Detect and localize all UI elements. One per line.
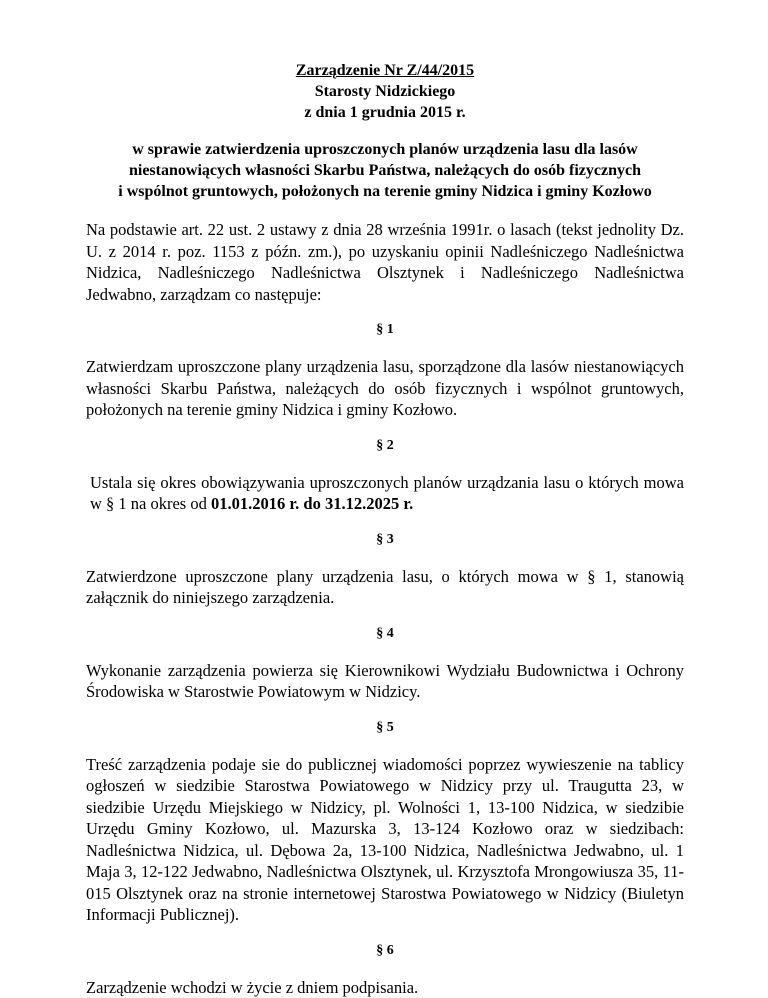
intro-paragraph: Na podstawie art. 22 ust. 2 ustawy z dnia 28 września 1991r. o lasach (tekst jednolity Dz. U. z 2014 r. poz. 1153 z późn. zm.), po uzyskaniu opinii Nadleśniczego Nadleśnictwa Nidzica, Nadleśniczego Nadleśnictwa Olsztynek i Nadleśniczego Nadleśnictwa Jedwabno, zarządzam co następuje:	[86, 219, 684, 305]
section-4-sign: § 4	[86, 625, 684, 643]
subject-line-1: w sprawie zatwierdzenia uproszczonych planów urządzenia lasu dla lasów	[86, 139, 684, 160]
document-issuer: Starosty Nidzickiego	[86, 81, 684, 102]
section-5-sign: § 5	[86, 719, 684, 737]
section-2-text-regular: Ustala się okres obowiązywania uproszczonych planów urządzania lasu o których mowa w § 1 na okres od	[90, 473, 684, 514]
section-5-text: Treść zarządzenia podaje sie do publicznej wiadomości poprzez wywieszenie na tablicy ogłoszeń w siedzibie Starostwa Powiatowego w Nidzicy przy ul. Traugutta 23, w siedzibie Urzędu Miejskiego w Nidzicy, pl. Wolności 1, 13-100 Nidzica, w siedzibie Urzędu Gminy Kozłowo, ul. Mazurska 3, 13-124 Kozłowo oraz w siedzibach: Nadleśnictwa Nidzica, ul. Dębowa 2a, 13-100 Nidzica, Nadleśnictwa Jedwabno, ul. 1 Maja 3, 12-122 Jedwabno, Nadleśnictwa Olsztynek, ul. Krzysztofa Mrongowiusza 35, 11-015 Olsztynek oraz na stronie internetowej Starostwa Powiatowego w Nidzicy (Biuletyn Informacji Publicznej).	[86, 754, 684, 926]
section-1-sign: § 1	[86, 321, 684, 339]
document-header	[86, 60, 684, 123]
section-6-sign: § 6	[86, 942, 684, 960]
section-4-text: Wykonanie zarządzenia powierza się Kierownikowi Wydziału Budownictwa i Ochrony Środowiska w Starostwie Powiatowym w Nidzicy.	[86, 660, 684, 703]
document-page	[86, 60, 684, 998]
document-date: z dnia 1 grudnia 2015 r.	[86, 102, 684, 123]
subject-line-3: i wspólnot gruntowych, położonych na terenie gminy Nidzica i gminy Kozłowo	[86, 181, 684, 202]
subject-line-2: niestanowiących własności Skarbu Państwa, należących do osób fizycznych	[86, 160, 684, 181]
section-3-sign: § 3	[86, 531, 684, 549]
section-3-text: Zatwierdzone uproszczone plany urządzenia lasu, o których mowa w § 1, stanowią załącznik do niniejszego zarządzenia.	[86, 566, 684, 609]
document-title: Zarządzenie Nr Z/44/2015	[86, 60, 684, 81]
section-2-sign: § 2	[86, 437, 684, 455]
section-6-text: Zarządzenie wchodzi w życie z dniem podpisania.	[86, 977, 684, 998]
section-2-text	[86, 472, 684, 515]
document-subject	[86, 139, 684, 202]
section-2-period: 01.01.2016 r. do 31.12.2025 r.	[211, 494, 413, 513]
section-1-text: Zatwierdzam uproszczone plany urządzenia lasu, sporządzone dla lasów niestanowiących własności Skarbu Państwa, należących do osób fizycznych i wspólnot gruntowych, położonych na terenie gminy Nidzica i gminy Kozłowo.	[86, 356, 684, 421]
